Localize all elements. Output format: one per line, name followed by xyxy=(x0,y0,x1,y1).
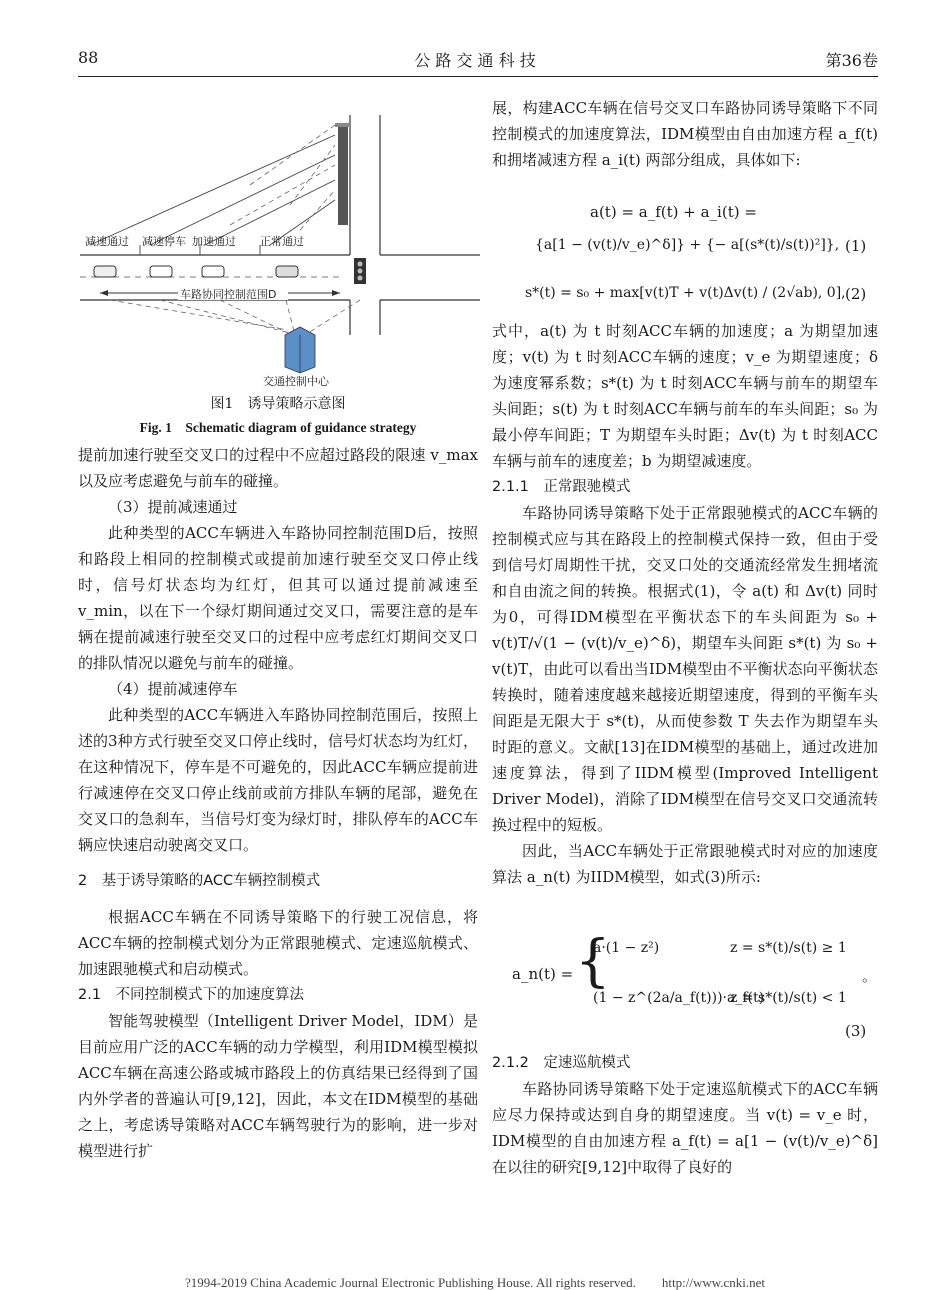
right-para-3: 车路协同诱导策略下处于正常跟驰模式的ACC车辆的控制模式应与其在路段上的控制模式保持一致，但由于受到信号灯周期性干扰，交叉口处的交通流经常发生拥堵流和自由流之间的转换。根据式(1)，令 a(t) 和 Δv(t) 同时为0，可得IDM模型在平衡状态下的车头间距为 s₀ + v(t)T/√(1 − (v(t)/v_e)^δ)，期望车头间距 s*(t) 为 s₀ + v(t)T，由此可以看出当IDM模型由不平衡状态向平衡状态转换时，随着速度越来越接近期望速度，得到的平衡车头间距是无限大于 s*(t)，从而使参数 T 失去作为期望车头时距的意义。文献[13]在IDM模型的基础上，通过改进加速度算法，得到了IIDM模型(Improved Intelligent Driver Model)，消除了IDM模型在信号交叉口交通流转换过程中的短板。 xyxy=(492,504,878,834)
right-para-5: 车路协同诱导策略下处于定速巡航模式下的ACC车辆应尽力保持或达到自身的期望速度。当 v(t) = v_e 时，IDM模型的自由加速方程 a_f(t) = a[1 − (v(t)/v_e)^δ] 在以往的研究[9,12]中取得了良好的 xyxy=(492,1080,878,1176)
equation-3-brace: { xyxy=(575,929,611,994)
control-center-icon xyxy=(285,327,315,373)
guidance-strategy-figure xyxy=(80,95,480,387)
right-para-4: 因此，当ACC车辆处于正常跟驰模式时对应的加速度算法 a_n(t) 为IIDM模型，如式(3)所示: xyxy=(492,842,878,886)
section-2-1-1-heading: 2.1.1 正常跟驰模式 xyxy=(492,479,631,495)
section-2-heading: 2 基于诱导策略的ACC车辆控制模式 xyxy=(78,873,321,889)
left-para-3: 此种类型的ACC车辆进入车路协同控制范围后，按照上述的3种方式行驶至交叉口停止线时，信号灯状态均为红灯，在这种情况下，停车是不可避免的，因此ACC车辆应提前进行减速停在交叉口停止线前或前方排队车辆的尾部，避免在交叉口的急刹车，当信号灯变为绿灯时，排队停车的ACC车辆应快速启动驶离交叉口。 xyxy=(78,706,478,854)
label-control-center: 交通控制中心 xyxy=(263,375,329,387)
volume: 第36卷 xyxy=(825,51,878,70)
equation-3-case-2: (1 − z^(2a/a_f(t)))·a_f(t) xyxy=(593,990,765,1006)
header-rule xyxy=(78,76,878,77)
section-2-1-2-heading: 2.1.2 定速巡航模式 xyxy=(492,1055,631,1071)
label-slow-pass: 减速通过 xyxy=(85,235,129,248)
copyright-footer: ?1994-2019 China Academic Journal Electronic Publishing House. All rights reserved. http://www.cnki.net xyxy=(184,1275,766,1290)
right-column-top xyxy=(492,95,878,173)
equation-2: s*(t) = s₀ + max[v(t)T + v(t)Δv(t) / (2√ab), 0], xyxy=(525,285,846,301)
journal-title: 公 路 交 通 科 技 xyxy=(414,51,536,70)
equation-3-case-1: a·(1 − z²) xyxy=(593,940,660,956)
heading-slow-stop: （4）提前减速停车 xyxy=(108,680,238,698)
equation-3-condition-1: z = s*(t)/s(t) ≥ 1 xyxy=(730,940,847,956)
right-para-1: 展，构建ACC车辆在信号交叉口车路协同诱导策略下不同控制模式的加速度算法，IDM模型由自由加速方程 a_f(t) 和拥堵减速方程 a_i(t) 两部分组成，具体如下: xyxy=(492,99,878,169)
figure-caption-en: Fig. 1 Schematic diagram of guidance strategy xyxy=(139,420,417,435)
car-icon xyxy=(94,266,298,277)
right-column-bottom xyxy=(492,1050,878,1180)
equation-1-line-1: a(t) = a_f(t) + a_i(t) = xyxy=(590,203,757,221)
figure-caption-cn: 图1 诱导策略示意图 xyxy=(210,396,346,412)
equation-3-number: (3) xyxy=(845,1022,867,1040)
equation-3-end: 。 xyxy=(862,967,878,985)
left-para-5: 智能驾驶模型（Intelligent Driver Model，IDM）是目前应用广泛的ACC车辆的动力学模型，利用IDM模型模拟ACC车辆在高速公路或城市路段上的仿真结果已经得到了国内外学者的普遍认可[9,12]，因此，本文在IDM模型的基础之上，考虑诱导策略对ACC车辆驾驶行为的影响，进一步对模型进行扩 xyxy=(78,1012,478,1160)
equation-1-line-2: {a[1 − (v(t)/v_e)^δ]} + {− a[(s*(t)/s(t))²]}, xyxy=(535,237,840,253)
equation-3-lhs: a_n(t) = xyxy=(512,965,574,983)
equation-1-number: (1) xyxy=(845,237,867,255)
label-normal-pass: 正常通过 xyxy=(260,235,304,248)
left-para-2: 此种类型的ACC车辆进入车路协同控制范围D后，按照和路段上相同的控制模式或提前加速行驶至交叉口停止线时，信号灯状态均为红灯，但其可以通过提前减速至 v_min，以在下一个绿灯期间通过交叉口，需要注意的是车辆在提前减速行驶至交叉口的过程中应考虑红灯期间交叉口的排队情况以避免与前车的碰撞。 xyxy=(78,524,478,672)
label-control-range: 车路协同控制范围D xyxy=(180,288,277,301)
right-column-mid xyxy=(492,318,878,890)
label-accel-pass: 加速通过 xyxy=(192,235,236,248)
label-slow-stop: 减速停车 xyxy=(142,235,186,248)
heading-slow-pass: （3）提前减速通过 xyxy=(108,498,238,516)
page-number: 88 xyxy=(78,48,99,67)
equation-3-condition-2: z = s*(t)/s(t) < 1 xyxy=(730,990,847,1006)
left-column xyxy=(78,442,478,1164)
left-para-1: 提前加速行驶至交叉口的过程中不应超过路段的限速 v_max 以及应考虑避免与前车的碰撞。 xyxy=(78,446,478,490)
section-2-1-heading: 2.1 不同控制模式下的加速度算法 xyxy=(78,987,305,1003)
equation-2-number: (2) xyxy=(845,285,867,303)
left-para-4: 根据ACC车辆在不同诱导策略下的行驶工况信息，将ACC车辆的控制模式划分为正常跟驰模式、定速巡航模式、加速跟驰模式和启动模式。 xyxy=(78,908,478,978)
right-para-2: 式中，a(t) 为 t 时刻ACC车辆的加速度；a 为期望加速度；v(t) 为 t 时刻ACC车辆的速度；v_e 为期望速度；δ 为速度幂系数；s*(t) 为 t 时刻ACC车辆与前车的期望车头间距；s(t) 为 t 时刻ACC车辆与前车的车头间距；s₀ 为最小停车间距；T 为期望车头时距；Δv(t) 为 t 时刻ACC车辆与前车的速度差；b 为期望减速度。 xyxy=(492,322,878,470)
